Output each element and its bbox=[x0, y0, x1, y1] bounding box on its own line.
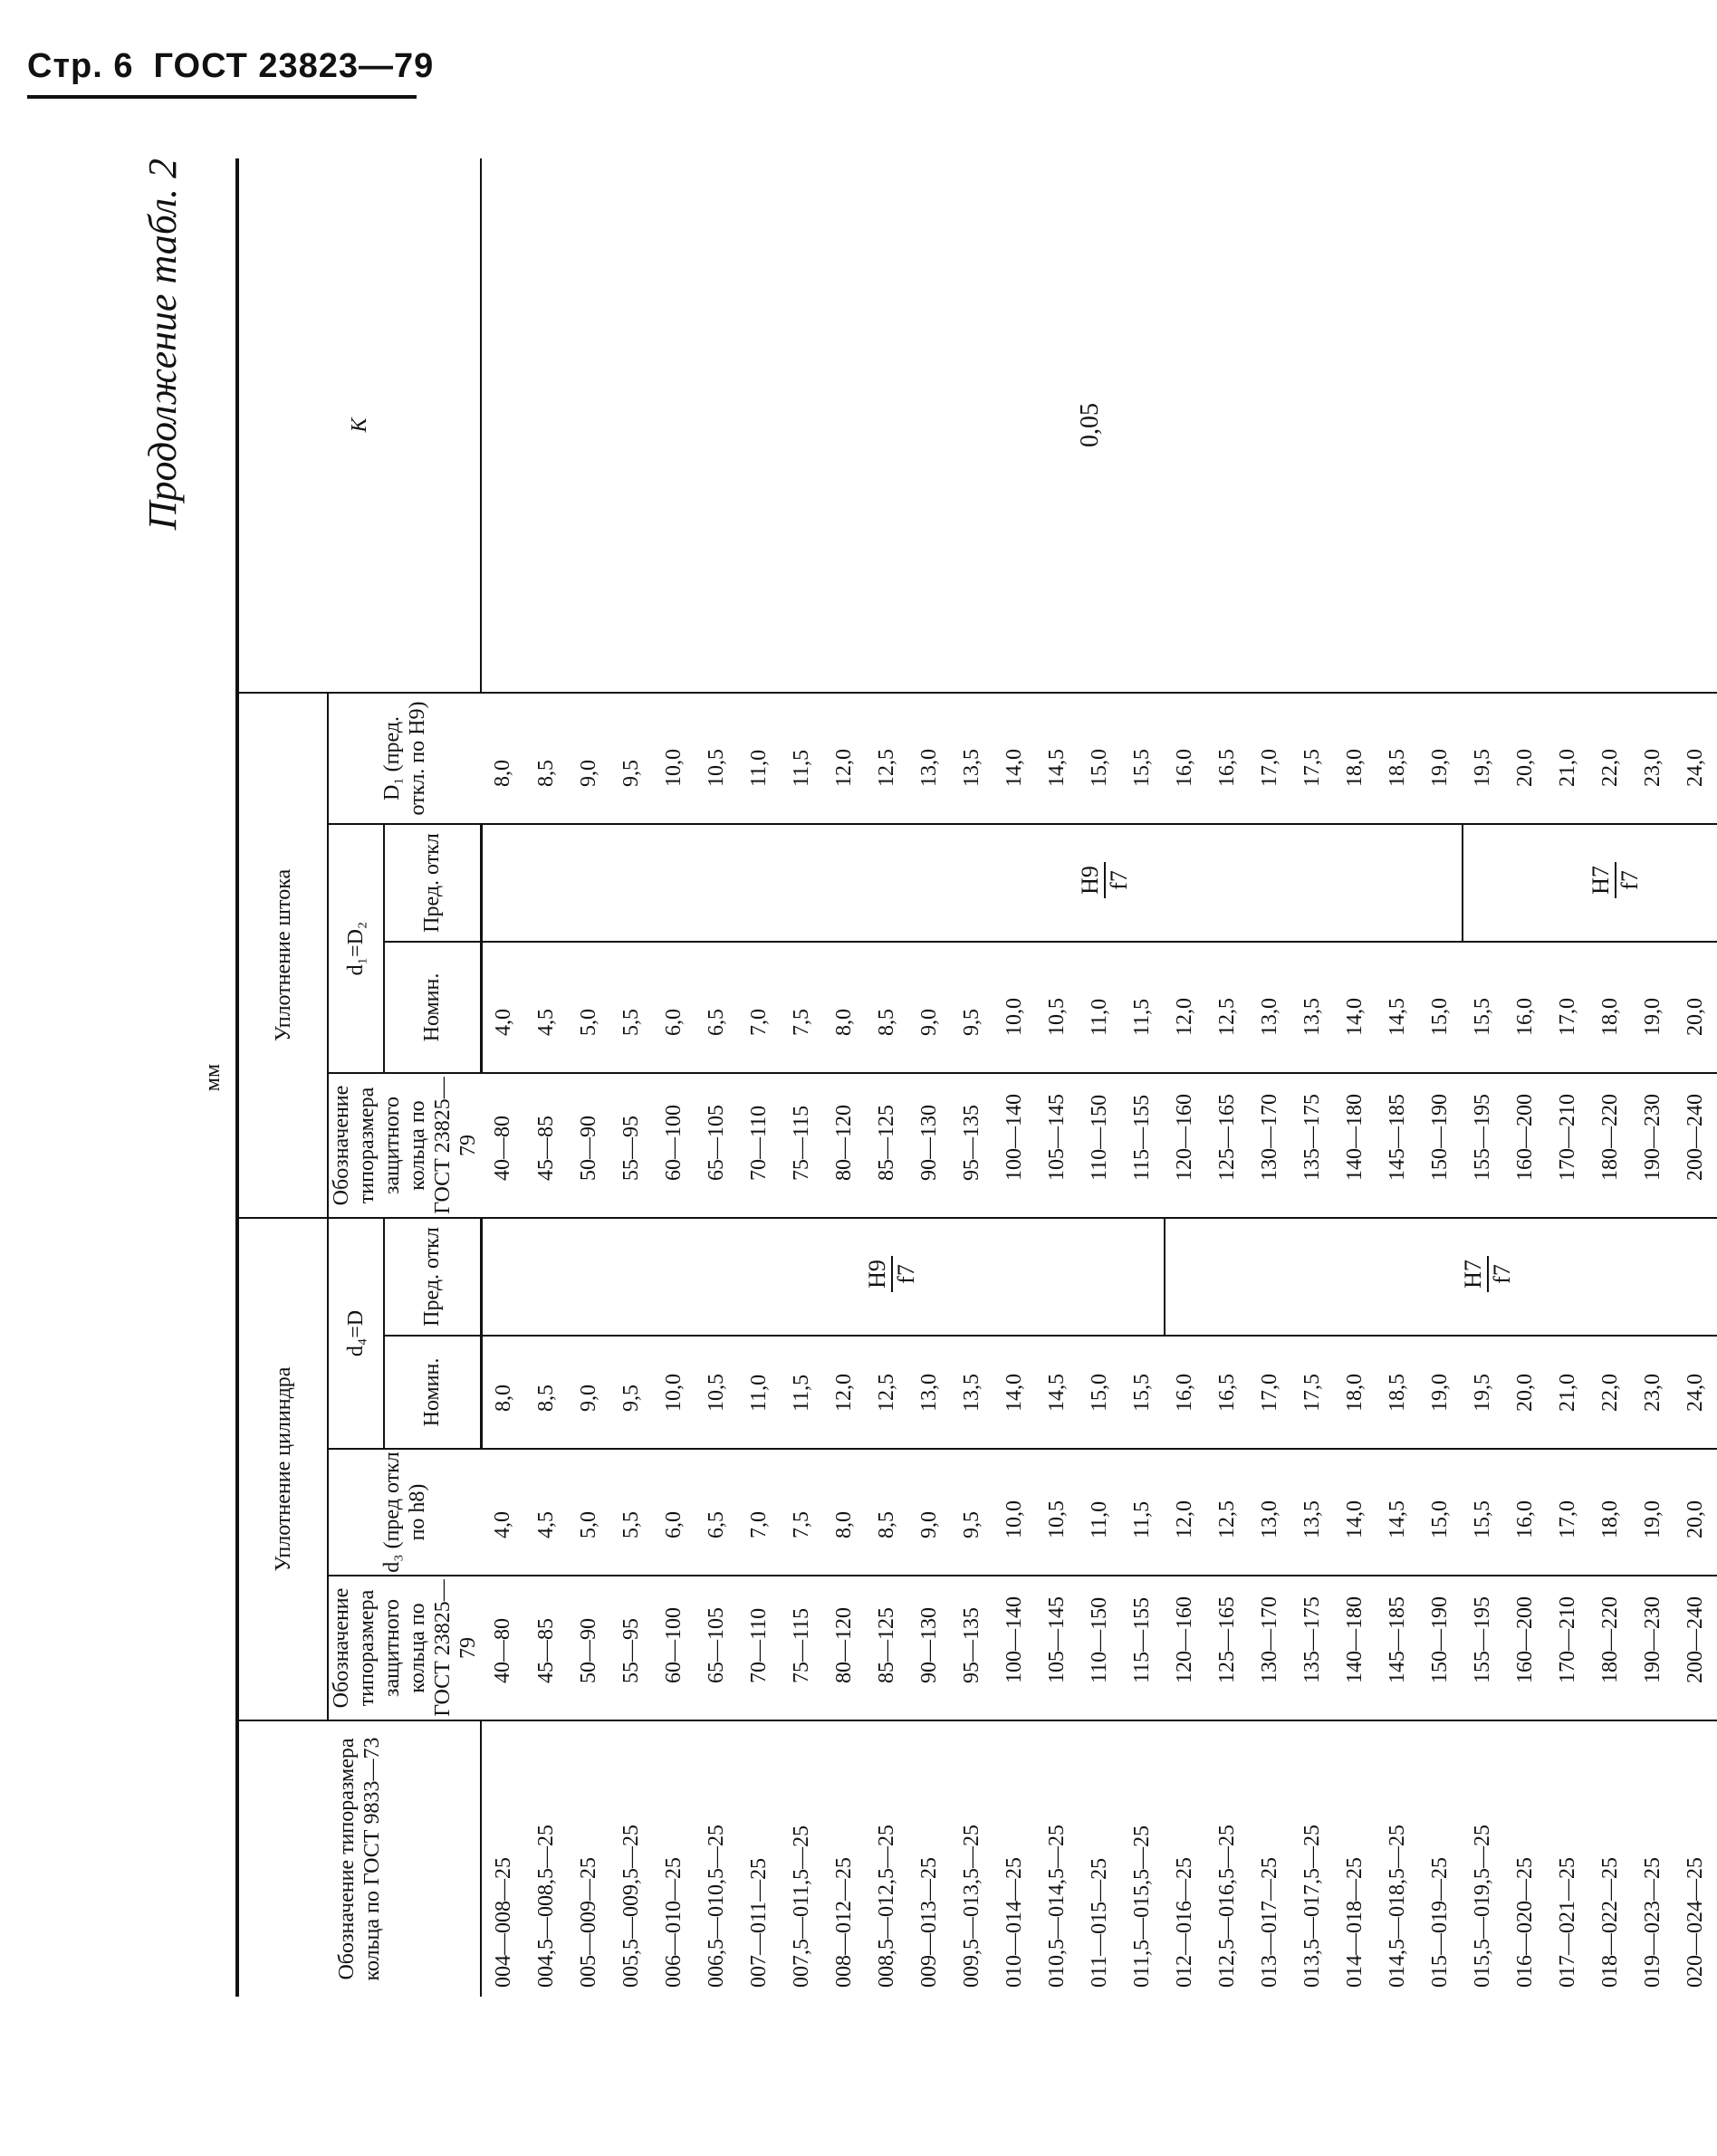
D1-value: 21,0 bbox=[1547, 693, 1589, 824]
ring-designation: 007—011—25 bbox=[747, 1857, 771, 1988]
rod-protective-ring: 180—220 bbox=[1589, 1073, 1632, 1218]
d4-nominal: 22,0 bbox=[1589, 1336, 1632, 1449]
fit-numerator: H9 bbox=[866, 1256, 893, 1292]
fit-numerator: H7 bbox=[1589, 862, 1616, 898]
rod-protective-ring: 130—170 bbox=[1249, 1073, 1291, 1218]
cyl-protective-ring: 55—95 bbox=[610, 1576, 653, 1720]
d3-value: 11,5 bbox=[1121, 1449, 1164, 1576]
d3-value: 7,0 bbox=[738, 1449, 781, 1576]
d1-nominal: 13,0 bbox=[1249, 942, 1291, 1073]
ring-designation: 017—021—25 bbox=[1556, 1857, 1579, 1988]
D1-value: 11,0 bbox=[738, 693, 781, 824]
rod-protective-ring: 160—200 bbox=[1504, 1073, 1547, 1218]
d4-nominal: 18,0 bbox=[1334, 1336, 1376, 1449]
d3-value: 8,5 bbox=[866, 1449, 908, 1576]
k-header bbox=[237, 158, 481, 693]
d4-nominal: 8,0 bbox=[481, 1336, 525, 1449]
D1-value: 16,5 bbox=[1206, 693, 1249, 824]
D1-value: 20,0 bbox=[1504, 693, 1547, 824]
d3-value: 14,5 bbox=[1376, 1449, 1419, 1576]
table-body bbox=[481, 158, 1717, 1997]
ring-designation: 006,5—010,5—25 bbox=[705, 1825, 728, 1988]
ring-designation: 004—008—25 bbox=[491, 1857, 515, 1988]
d4-nominal: 17,0 bbox=[1249, 1336, 1291, 1449]
d1-nominal: 5,0 bbox=[568, 942, 610, 1073]
d1-nominal: 12,5 bbox=[1206, 942, 1249, 1073]
ring-designation: 011,5—015,5—25 bbox=[1130, 1825, 1154, 1988]
d4-tolerance-header: Пред. откл bbox=[384, 1218, 481, 1336]
d1-nominal: 6,5 bbox=[695, 942, 738, 1073]
rod-protective-ring: 45—85 bbox=[525, 1073, 568, 1218]
d4-nominal: 16,5 bbox=[1206, 1336, 1249, 1449]
D1-value: 18,0 bbox=[1334, 693, 1376, 824]
rod-protective-ring: 170—210 bbox=[1547, 1073, 1589, 1218]
D1-value: 14,5 bbox=[1036, 693, 1079, 824]
d3-value: 14,0 bbox=[1334, 1449, 1376, 1576]
D1-value: 19,5 bbox=[1462, 693, 1504, 824]
rod-protective-ring: 135—175 bbox=[1291, 1073, 1334, 1218]
d4-nominal: 10,5 bbox=[695, 1336, 738, 1449]
d4-nominal: 15,5 bbox=[1121, 1336, 1164, 1449]
d4-nominal: 9,5 bbox=[610, 1336, 653, 1449]
d3-header: d₃ (пред откл по h8) bbox=[328, 1449, 481, 1576]
rod-group-header: Уплотнение штока bbox=[237, 693, 328, 1218]
d4-nominal: 19,5 bbox=[1462, 1336, 1504, 1449]
cyl-protective-ring: 135—175 bbox=[1291, 1576, 1334, 1720]
D1-value: 22,0 bbox=[1589, 693, 1632, 824]
ring-designation: 015,5—019,5—25 bbox=[1471, 1825, 1494, 1988]
d3-value: 8,0 bbox=[823, 1449, 866, 1576]
rod-protective-ring: 80—120 bbox=[823, 1073, 866, 1218]
d4-nominal: 11,0 bbox=[738, 1336, 781, 1449]
d1-tolerance-cell bbox=[481, 824, 1717, 942]
rod-protective-ring: 55—95 bbox=[610, 1073, 653, 1218]
rod-protective-ring: 50—90 bbox=[568, 1073, 610, 1218]
rod-protective-ring: 190—230 bbox=[1632, 1073, 1674, 1218]
d1-tolerance-header: Пред. откл bbox=[384, 824, 481, 942]
ring-designation: 009—013—25 bbox=[917, 1857, 941, 1988]
cyl-protective-ring: 150—190 bbox=[1419, 1576, 1462, 1720]
D1-value: 23,0 bbox=[1632, 693, 1674, 824]
d3-value: 20,0 bbox=[1674, 1449, 1717, 1576]
cyl-protective-ring: 110—150 bbox=[1079, 1576, 1121, 1720]
d3-value: 7,5 bbox=[781, 1449, 823, 1576]
d3-value: 5,0 bbox=[568, 1449, 610, 1576]
d3-value: 4,0 bbox=[481, 1449, 525, 1576]
standard-number: ГОСТ 23823—79 bbox=[153, 47, 435, 85]
d4-nominal: 14,0 bbox=[993, 1336, 1036, 1449]
D1-value: 13,0 bbox=[908, 693, 951, 824]
cyl-protective-ring: 155—195 bbox=[1462, 1576, 1504, 1720]
d1-nominal: 19,0 bbox=[1632, 942, 1674, 1073]
cyl-protective-ring: 180—220 bbox=[1589, 1576, 1632, 1720]
d1-nominal: 11,0 bbox=[1079, 942, 1121, 1073]
cyl-protective-ring: 115—155 bbox=[1121, 1576, 1164, 1720]
d3-value: 5,5 bbox=[610, 1449, 653, 1576]
cyl-protective-ring: 75—115 bbox=[781, 1576, 823, 1720]
D1-value: 15,0 bbox=[1079, 693, 1121, 824]
d4-nominal: 16,0 bbox=[1164, 1336, 1206, 1449]
d4-group-header: d₄=D bbox=[328, 1218, 384, 1449]
page-number: Стр. 6 bbox=[27, 47, 134, 85]
d3-value: 6,5 bbox=[695, 1449, 738, 1576]
d3-value: 10,5 bbox=[1036, 1449, 1079, 1576]
d4-nominal: 18,5 bbox=[1376, 1336, 1419, 1449]
d1-nominal: 10,0 bbox=[993, 942, 1036, 1073]
fit-cylinder-lower bbox=[1459, 1219, 1515, 1329]
d4-nominal: 20,0 bbox=[1504, 1336, 1547, 1449]
ring-designation: 019—023—25 bbox=[1641, 1857, 1664, 1988]
d1-nominal: 5,5 bbox=[610, 942, 653, 1073]
rod-protective-ring-header: Обозначение типоразмера защитного кольца по ГОСТ 23825—79 bbox=[328, 1073, 481, 1218]
d1-nominal: 12,0 bbox=[1164, 942, 1206, 1073]
D1-value: 12,5 bbox=[866, 693, 908, 824]
rod-protective-ring: 105—145 bbox=[1036, 1073, 1079, 1218]
d3-value: 15,5 bbox=[1462, 1449, 1504, 1576]
d1-nominal: 14,0 bbox=[1334, 942, 1376, 1073]
fit-denominator: f7 bbox=[892, 1264, 919, 1284]
D1-value: 17,5 bbox=[1291, 693, 1334, 824]
rod-protective-ring: 200—240 bbox=[1674, 1073, 1717, 1218]
cyl-protective-ring: 170—210 bbox=[1547, 1576, 1589, 1720]
k-value-cell bbox=[481, 158, 1717, 693]
cyl-protective-ring-header: Обозначение типоразмера защитного кольца по ГОСТ 23825—79 bbox=[328, 1576, 481, 1720]
d1-nominal: 6,0 bbox=[653, 942, 695, 1073]
d1-nominal: 7,5 bbox=[781, 942, 823, 1073]
d4-nominal: 13,0 bbox=[908, 1336, 951, 1449]
ring-designation: 020—024—25 bbox=[1683, 1857, 1707, 1988]
D1-header: D₁ (пред. откл. по H9) bbox=[328, 693, 481, 824]
ring-designation: 009,5—013,5—25 bbox=[960, 1825, 983, 1988]
cyl-protective-ring: 85—125 bbox=[866, 1576, 908, 1720]
d3-value: 12,5 bbox=[1206, 1449, 1249, 1576]
ring-designation: 005,5—009,5—25 bbox=[619, 1825, 643, 1988]
rod-protective-ring: 85—125 bbox=[866, 1073, 908, 1218]
ring-designation: 011—015—25 bbox=[1088, 1857, 1111, 1988]
cyl-protective-ring: 200—240 bbox=[1674, 1576, 1717, 1720]
cyl-protective-ring: 125—165 bbox=[1206, 1576, 1249, 1720]
D1-value: 9,0 bbox=[568, 693, 610, 824]
d4-nominal: 23,0 bbox=[1632, 1336, 1674, 1449]
fit-divider-line bbox=[1164, 1219, 1165, 1335]
fit-rod-lower bbox=[1589, 825, 1642, 935]
d3-value: 9,0 bbox=[908, 1449, 951, 1576]
rod-protective-ring: 75—115 bbox=[781, 1073, 823, 1218]
rod-protective-ring: 40—80 bbox=[481, 1073, 525, 1218]
d1-nominal: 9,5 bbox=[951, 942, 993, 1073]
d4-nominal: 11,5 bbox=[781, 1336, 823, 1449]
fit-numerator: H7 bbox=[1462, 1256, 1489, 1292]
cyl-protective-ring: 60—100 bbox=[653, 1576, 695, 1720]
d3-value: 9,5 bbox=[951, 1449, 993, 1576]
rod-protective-ring: 100—140 bbox=[993, 1073, 1036, 1218]
cyl-protective-ring: 45—85 bbox=[525, 1576, 568, 1720]
d1-nominal: 16,0 bbox=[1504, 942, 1547, 1073]
d1-nominal: 7,0 bbox=[738, 942, 781, 1073]
d3-value: 13,5 bbox=[1291, 1449, 1334, 1576]
d1-nominal: 4,0 bbox=[481, 942, 525, 1073]
d4-nominal: 19,0 bbox=[1419, 1336, 1462, 1449]
ring-designation: 007,5—011,5—25 bbox=[790, 1825, 813, 1988]
fit-denominator: f7 bbox=[1105, 870, 1132, 890]
d3-value: 12,0 bbox=[1164, 1449, 1206, 1576]
ring-designation: 008,5—012,5—25 bbox=[875, 1825, 898, 1988]
cyl-protective-ring: 130—170 bbox=[1249, 1576, 1291, 1720]
rod-protective-ring: 150—190 bbox=[1419, 1073, 1462, 1218]
cylinder-group-header: Уплотнение цилиндра bbox=[237, 1218, 328, 1720]
d4-nominal: 12,0 bbox=[823, 1336, 866, 1449]
ring-designation: 010—014—25 bbox=[1002, 1857, 1026, 1988]
d4-nominal: 17,5 bbox=[1291, 1336, 1334, 1449]
d3-value: 15,0 bbox=[1419, 1449, 1462, 1576]
d1-nominal: 17,0 bbox=[1547, 942, 1589, 1073]
d1-nominal: 10,5 bbox=[1036, 942, 1079, 1073]
unit-label: мм bbox=[201, 1063, 225, 1092]
cyl-protective-ring: 70—110 bbox=[738, 1576, 781, 1720]
d3-value: 18,0 bbox=[1589, 1449, 1632, 1576]
D1-value: 8,5 bbox=[525, 693, 568, 824]
cyl-protective-ring: 90—130 bbox=[908, 1576, 951, 1720]
d4-nominal: 24,0 bbox=[1674, 1336, 1717, 1449]
rod-protective-ring: 120—160 bbox=[1164, 1073, 1206, 1218]
rod-protective-ring: 125—165 bbox=[1206, 1073, 1249, 1218]
d3-value: 19,0 bbox=[1632, 1449, 1674, 1576]
d3-value: 11,0 bbox=[1079, 1449, 1121, 1576]
d4-nominal: 14,5 bbox=[1036, 1336, 1079, 1449]
D1-value: 19,0 bbox=[1419, 693, 1462, 824]
page-header bbox=[27, 47, 435, 99]
dimensions-table bbox=[235, 158, 1717, 1997]
fit-cylinder-upper bbox=[863, 1219, 919, 1329]
cyl-protective-ring: 160—200 bbox=[1504, 1576, 1547, 1720]
d3-value: 10,0 bbox=[993, 1449, 1036, 1576]
rod-protective-ring: 145—185 bbox=[1376, 1073, 1419, 1218]
d4-nominal: 13,5 bbox=[951, 1336, 993, 1449]
k-value: 0,05 bbox=[1076, 403, 1104, 447]
d1-nominal: 4,5 bbox=[525, 942, 568, 1073]
k-label: K bbox=[348, 417, 371, 433]
ring-designation: 018—022—25 bbox=[1598, 1857, 1622, 1988]
rotated-table-block bbox=[122, 158, 1707, 1997]
ring-designation: 010,5—014,5—25 bbox=[1045, 1825, 1069, 1988]
ring-designation: 006—010—25 bbox=[662, 1857, 686, 1988]
fit-denominator: f7 bbox=[1488, 1264, 1515, 1284]
rod-protective-ring: 140—180 bbox=[1334, 1073, 1376, 1218]
rod-protective-ring: 155—195 bbox=[1462, 1073, 1504, 1218]
cyl-protective-ring: 95—135 bbox=[951, 1576, 993, 1720]
ring-designation: 013,5—017,5—25 bbox=[1300, 1825, 1324, 1988]
cyl-protective-ring: 65—105 bbox=[695, 1576, 738, 1720]
D1-value: 11,5 bbox=[781, 693, 823, 824]
d4-nominal: 15,0 bbox=[1079, 1336, 1121, 1449]
D1-value: 9,5 bbox=[610, 693, 653, 824]
ring-designation: 013—017—25 bbox=[1258, 1857, 1281, 1988]
cyl-protective-ring: 140—180 bbox=[1334, 1576, 1376, 1720]
rod-protective-ring: 60—100 bbox=[653, 1073, 695, 1218]
table-row bbox=[481, 158, 525, 1997]
d1-nominal: 8,0 bbox=[823, 942, 866, 1073]
d1-nominal: 8,5 bbox=[866, 942, 908, 1073]
d4-nominal: 12,5 bbox=[866, 1336, 908, 1449]
fit-divider-line bbox=[1462, 825, 1463, 941]
D1-value: 10,0 bbox=[653, 693, 695, 824]
ring-designation: 014,5—018,5—25 bbox=[1386, 1825, 1409, 1988]
cyl-protective-ring: 100—140 bbox=[993, 1576, 1036, 1720]
fit-denominator: f7 bbox=[1616, 870, 1643, 890]
D1-value: 8,0 bbox=[481, 693, 525, 824]
D1-value: 17,0 bbox=[1249, 693, 1291, 824]
D1-value: 16,0 bbox=[1164, 693, 1206, 824]
d1-nominal: 15,0 bbox=[1419, 942, 1462, 1073]
d1d2-group-header: d₁=D₂ bbox=[328, 824, 384, 1073]
rod-protective-ring: 110—150 bbox=[1079, 1073, 1121, 1218]
d1-nominal: 20,0 bbox=[1674, 942, 1717, 1073]
d4-nominal-header: Номин. bbox=[384, 1336, 481, 1449]
d4-nominal: 21,0 bbox=[1547, 1336, 1589, 1449]
d1-nominal-header: Номин. bbox=[384, 942, 481, 1073]
D1-value: 14,0 bbox=[993, 693, 1036, 824]
d1-nominal: 14,5 bbox=[1376, 942, 1419, 1073]
D1-value: 10,5 bbox=[695, 693, 738, 824]
d1-nominal: 15,5 bbox=[1462, 942, 1504, 1073]
ring-designation: 004,5—008,5—25 bbox=[534, 1825, 558, 1988]
d1-nominal: 9,0 bbox=[908, 942, 951, 1073]
rod-protective-ring: 90—130 bbox=[908, 1073, 951, 1218]
cyl-protective-ring: 40—80 bbox=[481, 1576, 525, 1720]
ring-designation: 005—009—25 bbox=[577, 1857, 600, 1988]
ring-designation: 012,5—016,5—25 bbox=[1215, 1825, 1239, 1988]
ring-designation: 014—018—25 bbox=[1343, 1857, 1367, 1988]
cyl-protective-ring: 80—120 bbox=[823, 1576, 866, 1720]
rod-protective-ring: 115—155 bbox=[1121, 1073, 1164, 1218]
D1-value: 15,5 bbox=[1121, 693, 1164, 824]
d4-nominal: 9,0 bbox=[568, 1336, 610, 1449]
d1-nominal: 18,0 bbox=[1589, 942, 1632, 1073]
cyl-protective-ring: 190—230 bbox=[1632, 1576, 1674, 1720]
ring-designation: 008—012—25 bbox=[832, 1857, 856, 1988]
rod-protective-ring: 95—135 bbox=[951, 1073, 993, 1218]
d1-nominal: 11,5 bbox=[1121, 942, 1164, 1073]
fit-rod-upper bbox=[1076, 825, 1132, 935]
d3-value: 13,0 bbox=[1249, 1449, 1291, 1576]
d3-value: 4,5 bbox=[525, 1449, 568, 1576]
d4-tolerance-cell bbox=[481, 1218, 1717, 1336]
d3-value: 6,0 bbox=[653, 1449, 695, 1576]
ring-designation: 012—016—25 bbox=[1173, 1857, 1196, 1988]
table-caption: Продолжение табл. 2 bbox=[140, 158, 185, 531]
D1-value: 12,0 bbox=[823, 693, 866, 824]
rod-protective-ring: 65—105 bbox=[695, 1073, 738, 1218]
d3-value: 16,0 bbox=[1504, 1449, 1547, 1576]
rod-protective-ring: 70—110 bbox=[738, 1073, 781, 1218]
fit-numerator: H9 bbox=[1079, 862, 1106, 898]
ring-designation: 015—019—25 bbox=[1428, 1857, 1452, 1988]
d4-nominal: 8,5 bbox=[525, 1336, 568, 1449]
D1-value: 13,5 bbox=[951, 693, 993, 824]
D1-value: 24,0 bbox=[1674, 693, 1717, 824]
cyl-protective-ring: 120—160 bbox=[1164, 1576, 1206, 1720]
cyl-protective-ring: 50—90 bbox=[568, 1576, 610, 1720]
d1-nominal: 13,5 bbox=[1291, 942, 1334, 1073]
ring-designation: 016—020—25 bbox=[1513, 1857, 1537, 1988]
cyl-protective-ring: 105—145 bbox=[1036, 1576, 1079, 1720]
d3-value: 17,0 bbox=[1547, 1449, 1589, 1576]
ring-designation-header: Обозначение типоразмера кольца по ГОСТ 9833—73 bbox=[237, 1720, 481, 1997]
d4-nominal: 10,0 bbox=[653, 1336, 695, 1449]
cyl-protective-ring: 145—185 bbox=[1376, 1576, 1419, 1720]
D1-value: 18,5 bbox=[1376, 693, 1419, 824]
